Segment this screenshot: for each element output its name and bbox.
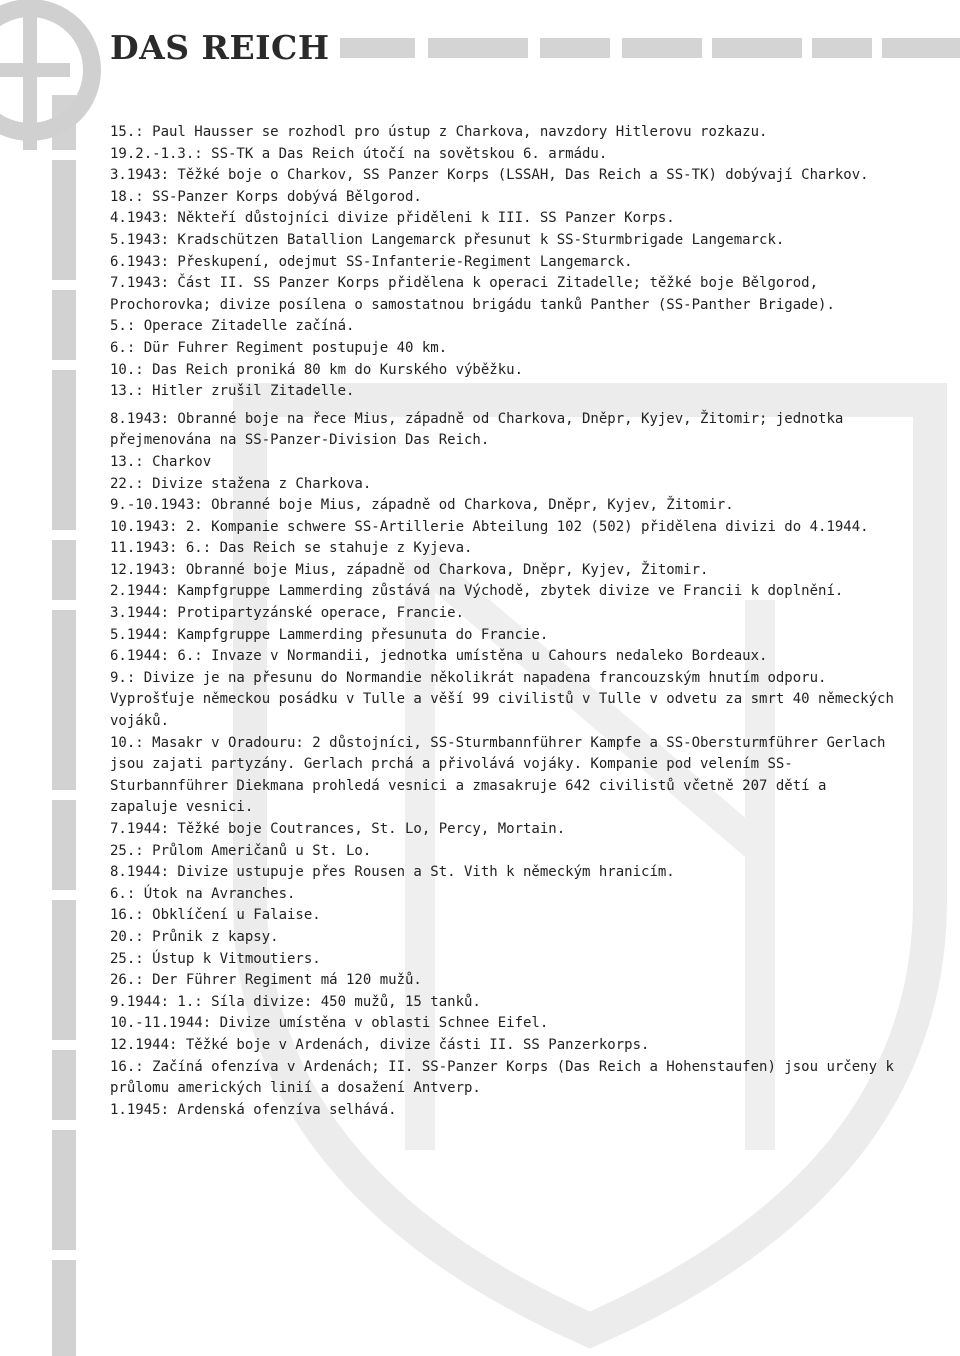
timeline-entry: 13.: Hitler zrušil Zitadelle. — [110, 383, 355, 400]
timeline-entry: 16.: Začíná ofenzíva v Ardenách; II. SS-Panzer Korps (Das Reich a Hohenstaufen) jsou určeny k průlomu amerických linií a dosažení Antverp. — [110, 1058, 894, 1097]
timeline-entry: 9.: Divize je na přesunu do Normandie několikrát napadena francouzským hnutím odporu. Vyprošťuje německou posádku v Tulle a věší 99 civilistů v Tulle v odvetu za smrt 40 německých vojáků. — [110, 669, 894, 730]
timeline-entry: 7.1944: Těžké boje Coutrances, St. Lo, Percy, Mortain. — [110, 821, 566, 837]
timeline-entry: 10.: Das Reich proniká 80 km do Kurského výběžku. — [110, 361, 524, 378]
timeline-entry: 10.1943: 2. Kompanie schwere SS-Artillerie Abteilung 102 (502) přidělena divizi do 4.1944. — [110, 518, 869, 535]
timeline-entry: 1.1945: Ardenská ofenzíva selhává. — [110, 1101, 397, 1118]
page-title: DAS REICH — [110, 28, 330, 67]
timeline-entry: 6.1943: Přeskupení, odejmut SS-Infanterie-Regiment Langemarck. — [110, 253, 633, 270]
timeline-entry: 12.1943: Obranné boje Mius, západně od Charkova, Dněpr, Kyjev, Žitomir. — [110, 561, 709, 578]
emblem-icon — [0, 0, 92, 150]
timeline-entry: 9.-10.1943: Obranné boje Mius, západně od Charkova, Dněpr, Kyjev, Žitomir. — [110, 497, 734, 514]
timeline-entry: 2.1944: Kampfgruppe Lammerding zůstává na Východě, zbytek divize ve Francii k doplnění. — [110, 583, 844, 600]
timeline-entry: 3.1943: Těžké boje o Charkov, SS Panzer Korps (LSSAH, Das Reich a SS-TK) dobývají Charkov. — [110, 167, 869, 184]
timeline-entry: 16.: Obklíčení u Falaise. — [110, 907, 321, 924]
left-stripe — [52, 95, 76, 1356]
timeline-entry: 13.: Charkov — [110, 453, 212, 470]
header-stripe — [340, 38, 960, 58]
timeline-entry: 5.1944: Kampfgruppe Lammerding přesunuta do Francie. — [110, 626, 549, 643]
timeline-entry: 10.-11.1944: Divize umístěna v oblasti Schnee Eifel. — [110, 1015, 549, 1032]
timeline-entry: 4.1943: Někteří důstojníci divize přiděleni k III. SS Panzer Korps. — [110, 210, 675, 227]
timeline-entry: 20.: Průnik z kapsy. — [110, 928, 279, 945]
timeline-entry: 6.: Útok na Avranches. — [110, 885, 296, 902]
timeline-entry: 7.1943: Část II. SS Panzer Korps přidělena k operaci Zitadelle; těžké boje Bělgorod, Prochorovka; divize posílena o samostatnou brigádu tanků Panther (SS-Panther Brigade). — [110, 275, 835, 313]
timeline-entry: 25.: Ústup k Vitmoutiers. — [110, 950, 321, 967]
timeline-entry: 22.: Divize stažena z Charkova. — [110, 475, 372, 492]
timeline-entry: 10.: Masakr v Oradouru: 2 důstojníci, SS-Sturmbannführer Kampfe a SS-Obersturmführer Gerlach jsou zajati partyzány. Gerlach prchá a přivolává vojáky. Kompanie pod velením SS-Sturbannführer Diekmana prohledá vesnici a zmasakruje 642 civilistů včetně 207 dětí a zapaluje vesnici. — [110, 734, 886, 816]
timeline-entry: 12.1944: Těžké boje v Ardenách, divize části II. SS Panzerkorps. — [110, 1036, 650, 1053]
timeline-entry: 6.1944: 6.: Invaze v Normandii, jednotka umístěna u Cahours nedaleko Bordeaux. — [110, 648, 768, 665]
timeline-entry: 8.1943: Obranné boje na řece Mius, západně od Charkova, Dněpr, Kyjev, Žitomir; jednotka přejmenována na SS-Panzer-Division Das Reich. — [110, 410, 844, 449]
timeline-entry: 5.1943: Kradschützen Batallion Langemarck přesunut k SS-Sturmbrigade Langemarck. — [110, 231, 785, 248]
timeline-entry: 8.1944: Divize ustupuje přes Rousen a St. Vith k německým hranicím. — [110, 864, 675, 881]
timeline-entry: 19.2.-1.3.: SS-TK a Das Reich útočí na sovětskou 6. armádu. — [110, 145, 608, 162]
timeline-entry: 11.1943: 6.: Das Reich se stahuje z Kyjeva. — [110, 540, 473, 557]
timeline-entry: 3.1944: Protipartyzánské operace, Francie. — [110, 605, 465, 622]
timeline-entry: 26.: Der Führer Regiment má 120 mužů. — [110, 972, 422, 989]
timeline-entry: 25.: Průlom Američanů u St. Lo. — [110, 842, 372, 859]
timeline-entry: 6.: Dür Fuhrer Regiment postupuje 40 km. — [110, 339, 448, 356]
timeline-entry: 9.1944: 1.: Síla divize: 450 mužů, 15 tanků. — [110, 993, 481, 1010]
timeline-entry: 5.: Operace Zitadelle začíná. — [110, 318, 355, 335]
timeline-list — [110, 122, 900, 1121]
timeline-entry: 15.: Paul Hausser se rozhodl pro ústup z Charkova, navzdory Hitlerovu rozkazu. — [110, 124, 768, 140]
timeline-entry: 18.: SS-Panzer Korps dobývá Bělgorod. — [110, 188, 422, 205]
